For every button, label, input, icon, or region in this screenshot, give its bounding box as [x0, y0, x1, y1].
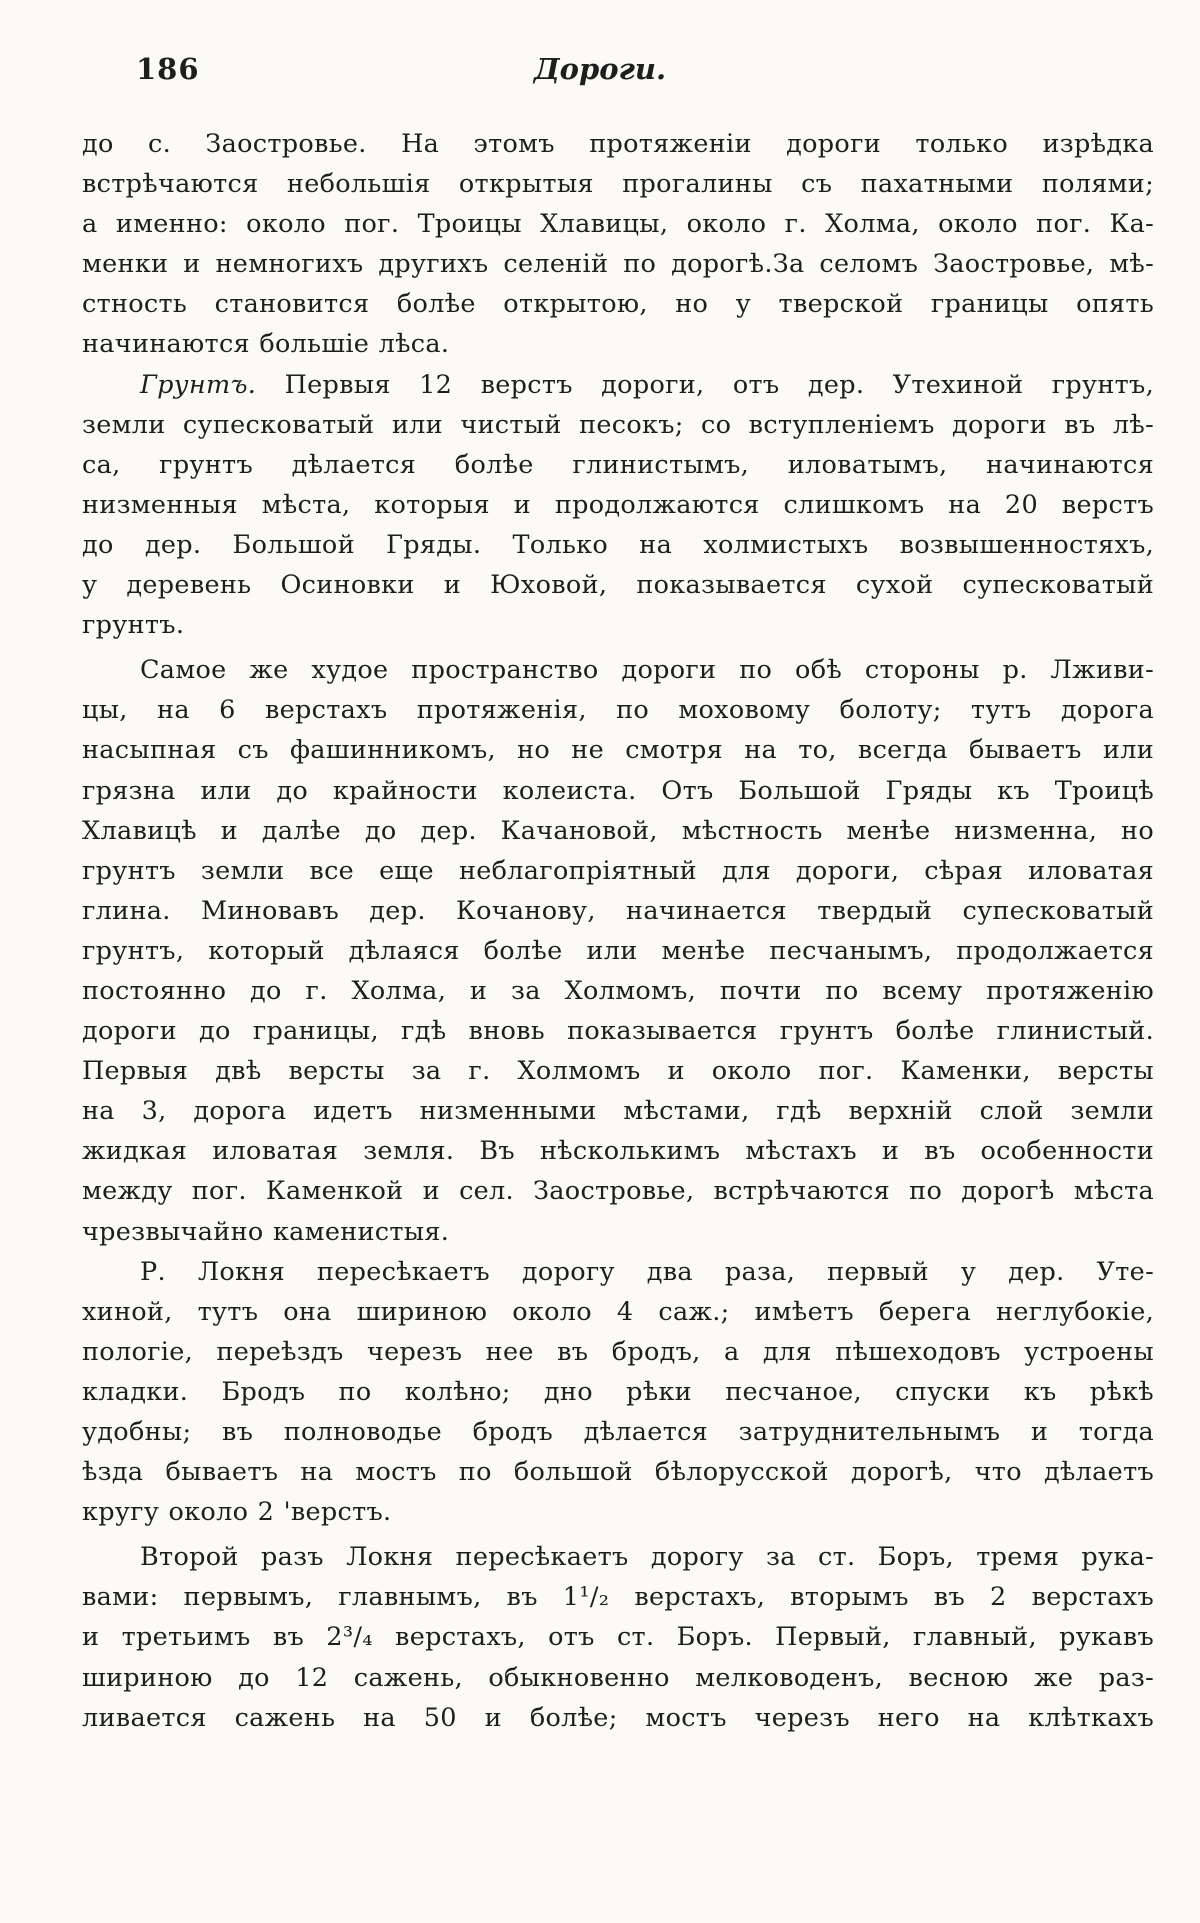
text-line: постоянно до г. Холма, и за Холмомъ, почти по всему протяженію: [82, 975, 1154, 1006]
running-title: Дороги.: [533, 52, 667, 86]
text-line: земли супесковатый или чистый песокъ; со вступленіемъ дороги въ лѣ-: [82, 409, 1154, 440]
text-line: глина. Миновавъ дер. Кочанову, начинается твердый супесковатый: [82, 895, 1154, 926]
text-line: до дер. Большой Гряды. Только на холмистыхъ возвышенностяхъ,: [82, 529, 1154, 560]
grunt-heading: Грунтъ.: [140, 369, 257, 400]
text-line: а именно: около пог. Троицы Хлавицы, около г. Холма, около пог. Ка-: [82, 209, 1154, 240]
text-line: Первыя двѣ версты за г. Холмомъ и около пог. Каменки, версты: [82, 1056, 1154, 1087]
text-line: менки и немногихъ другихъ селеній по дорогѣ.За селомъ Заостровье, мѣ-: [82, 249, 1154, 280]
text-line: шириною до 12 сажень, обыкновенно мелководенъ, весною же раз-: [82, 1662, 1154, 1693]
text-line: грунтъ.: [82, 610, 185, 641]
text-line: начинаются большіе лѣса.: [82, 329, 450, 360]
text-line: ливается сажень на 50 и болѣе; мостъ черезъ него на клѣткахъ: [82, 1702, 1154, 1733]
text-line: низменныя мѣста, которыя и продолжаются слишкомъ на 20 верстъ: [82, 489, 1154, 520]
text-line: Первыя 12 верстъ дороги, отъ дер. Утехиной грунтъ,: [284, 369, 1154, 400]
text-line: Самое же худое пространство дороги по обѣ стороны р. Лживи-: [140, 655, 1154, 686]
text-line: и третьимъ въ 2³/₄ верстахъ, отъ ст. Боръ. Первый, главный, рукавъ: [82, 1622, 1154, 1653]
text-line: хиной, тутъ она шириною около 4 саж.; имѣетъ берега неглубокіе,: [82, 1296, 1154, 1327]
text-line: встрѣчаются небольшія открытыя прогалины съ пахатными полями;: [82, 169, 1154, 200]
text-line: пологіе, переѣздъ черезъ нее въ бродъ, а для пѣшеходовъ устроены: [82, 1336, 1154, 1367]
text-line: грунтъ, который дѣлаяся болѣе или менѣе песчанымъ, продолжается: [82, 935, 1154, 966]
text-line: кругу около 2 'верстъ.: [82, 1497, 392, 1528]
text-line: до с. Заостровье. На этомъ протяженіи дороги только изрѣдка: [82, 129, 1154, 159]
text-line: са, грунтъ дѣлается болѣе глинистымъ, иловатымъ, начинаются: [82, 449, 1154, 480]
text-line: цы, на 6 верстахъ протяженія, по моховому болоту; тутъ дорога: [82, 695, 1154, 726]
text-line: насыпная съ фашинникомъ, но не смотря на то, всегда бываетъ или: [82, 735, 1154, 766]
text-line: стность становится болѣе открытою, но у тверской границы опять: [82, 289, 1154, 320]
text-line: жидкая иловатая земля. Въ нѣсколькимъ мѣстахъ и въ особенности: [82, 1136, 1154, 1167]
text-line: грунтъ земли все еще неблагопріятный для дороги, сѣрая иловатая: [82, 855, 1154, 886]
text-line: на 3, дорога идетъ низменными мѣстами, гдѣ верхній слой земли: [82, 1096, 1154, 1127]
text-line: между пог. Каменкой и сел. Заостровье, встрѣчаются по дорогѣ мѣста: [82, 1176, 1154, 1207]
text-line: кладки. Бродъ по колѣно; дно рѣки песчаное, спуски къ рѣкѣ: [82, 1376, 1154, 1407]
text-line: ѣзда бываетъ на мостъ по большой бѣлорусской дорогѣ, что дѣлаетъ: [82, 1457, 1154, 1488]
page-header: [0, 52, 1200, 92]
text-line: грязна или до крайности колеиста. Отъ Большой Гряды къ Троицѣ: [82, 775, 1154, 806]
paragraph-grunt-first-line: [82, 365, 1154, 405]
text-line: Хлавицѣ и далѣе до дер. Качановой, мѣстность менѣе низменна, но: [82, 815, 1154, 846]
page-number: 186: [136, 52, 200, 86]
text-line: Р. Локня пересѣкаетъ дорогу два раза, первый у дер. Уте-: [140, 1256, 1154, 1287]
text-line: дороги до границы, гдѣ вновь показывается грунтъ болѣе глинистый.: [82, 1016, 1154, 1047]
text-line: у деревень Осиновки и Юховой, показывается сухой супесковатый: [82, 570, 1154, 601]
text-line: удобны; въ полноводье бродъ дѣлается затруднительнымъ и тогда: [82, 1417, 1154, 1447]
text-line: Второй разъ Локня пересѣкаетъ дорогу за ст. Боръ, тремя рука-: [140, 1542, 1154, 1573]
text-line: чрезвычайно каменистыя.: [82, 1216, 450, 1247]
body-text: [82, 124, 1154, 1738]
text-line: вами: первымъ, главнымъ, въ 1¹/₂ верстахъ, вторымъ въ 2 верстахъ: [82, 1582, 1154, 1613]
